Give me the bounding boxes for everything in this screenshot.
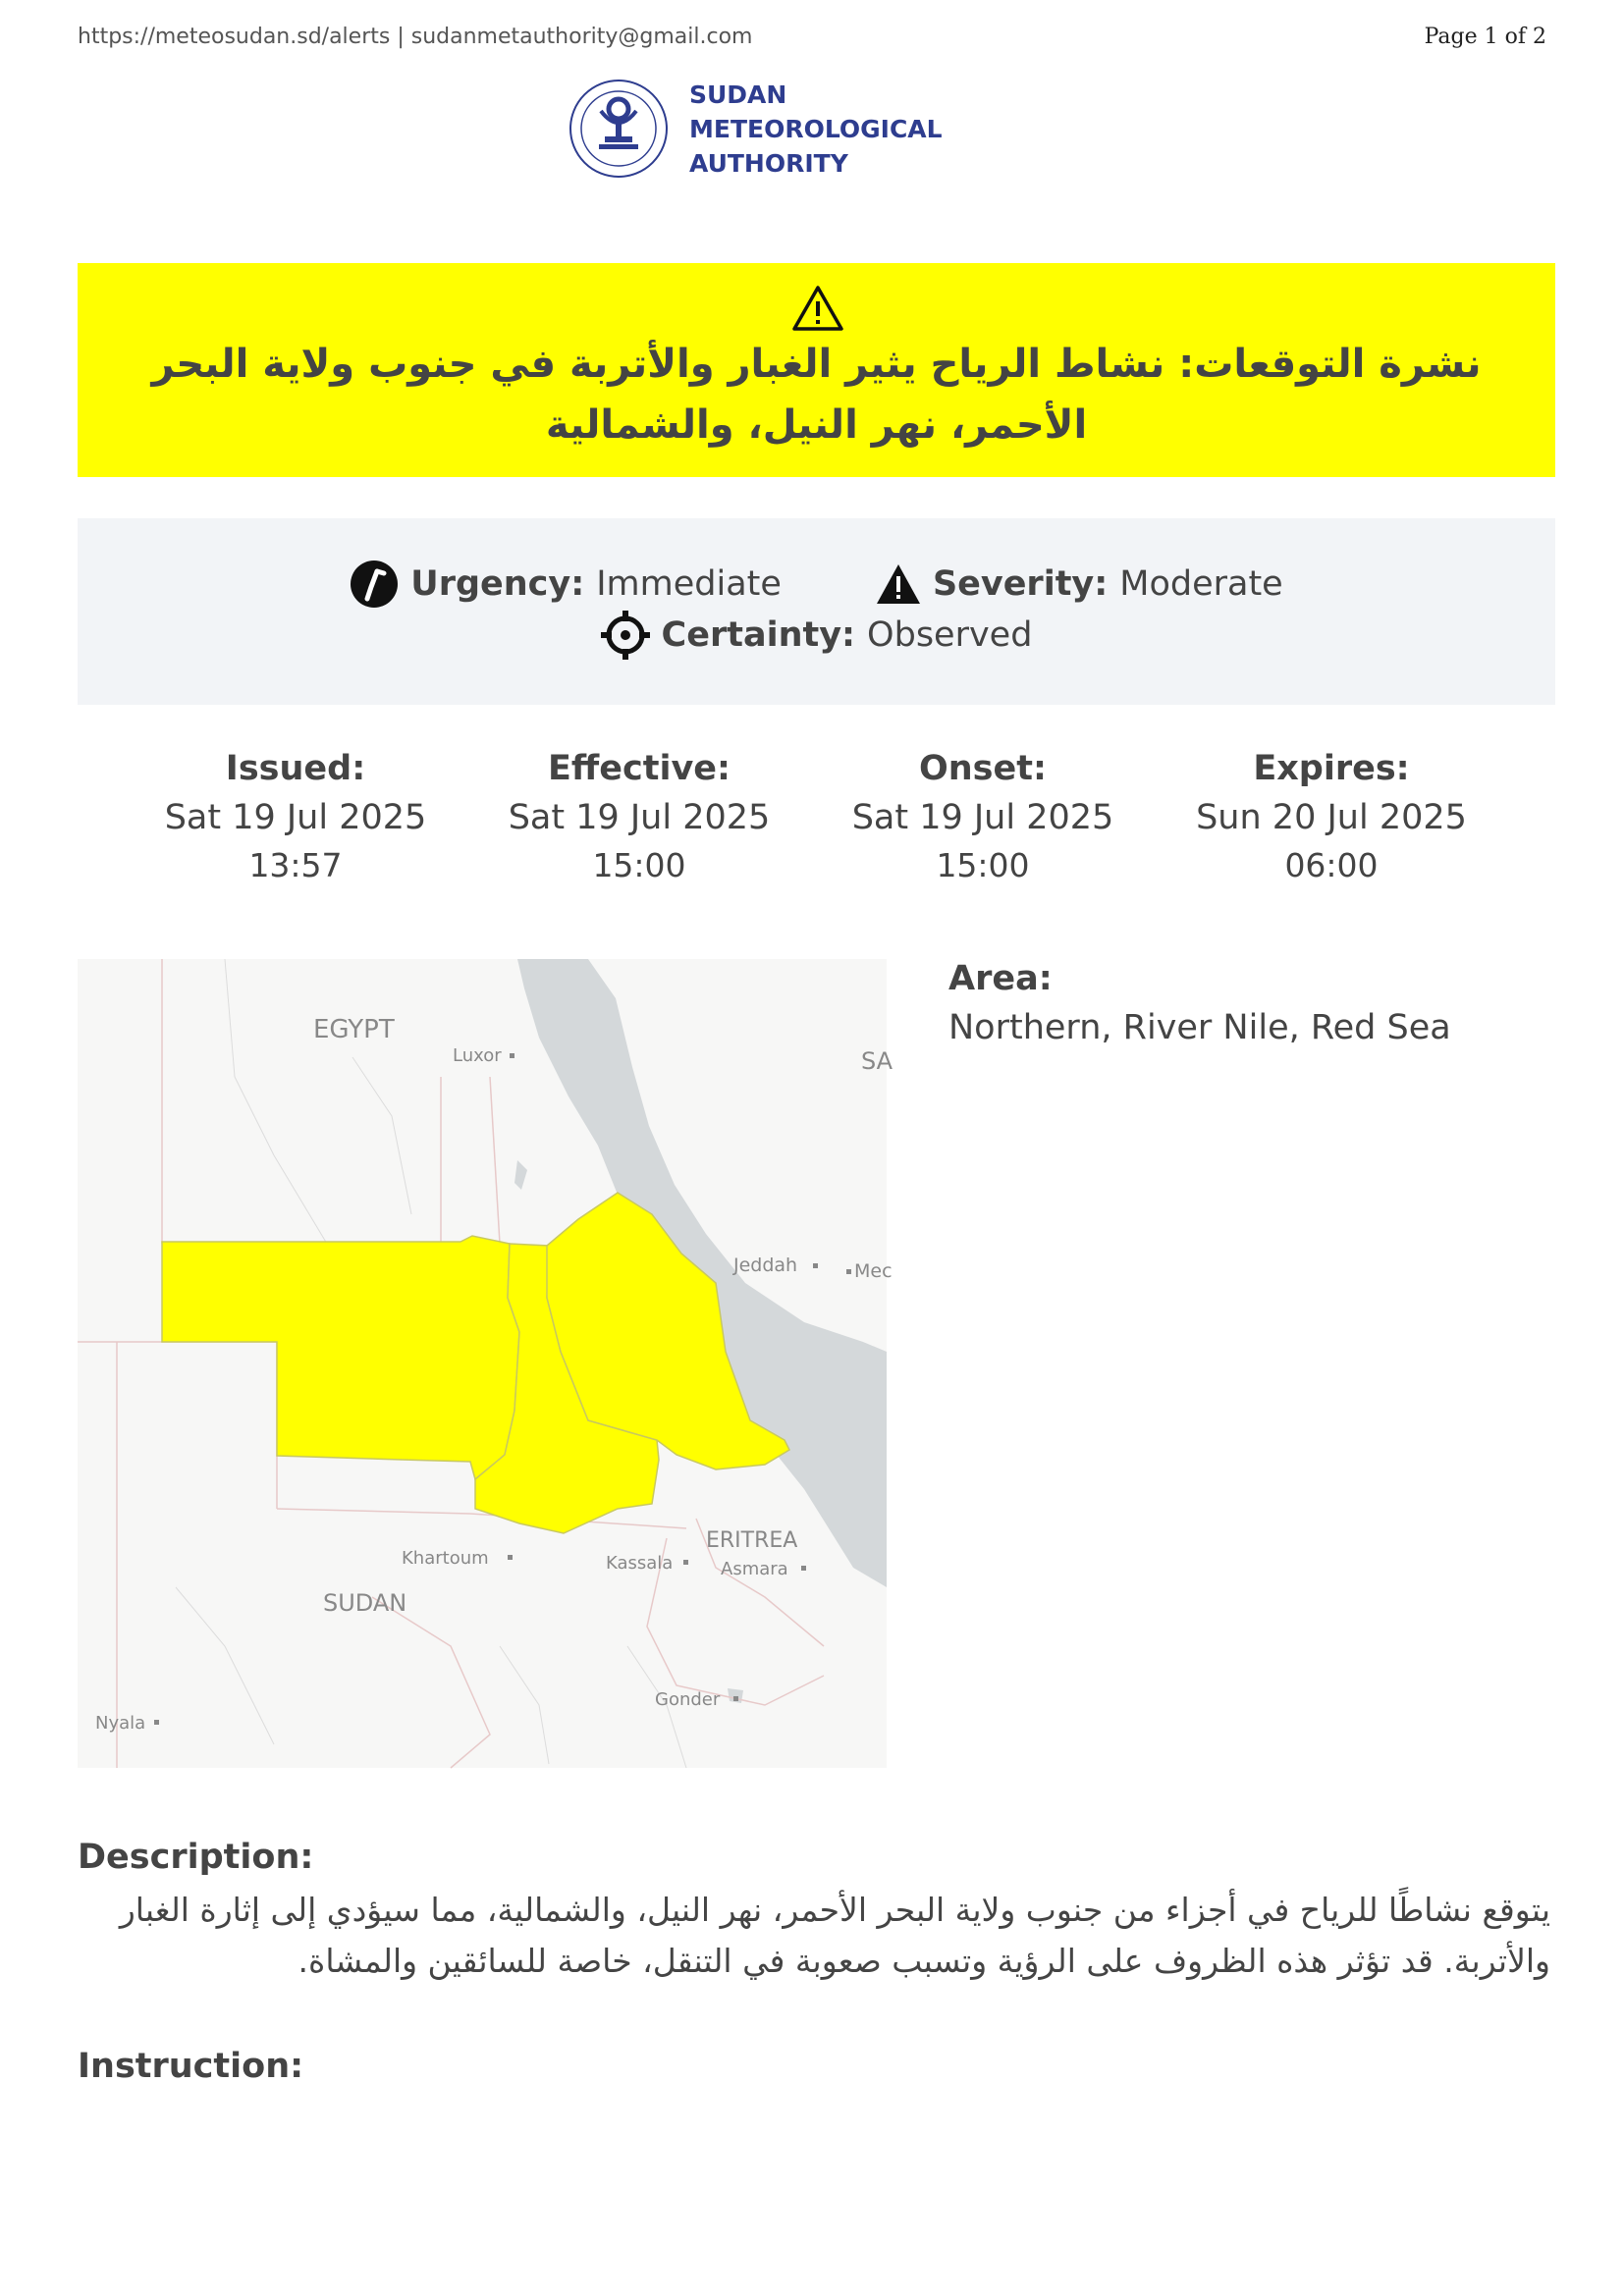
map-dot-nyala (154, 1720, 159, 1725)
clock-icon (350, 560, 399, 609)
onset-day: Sat 19 Jul 2025 (851, 798, 1114, 837)
issued-time: 13:57 (248, 846, 343, 884)
map-dot-kassala (683, 1560, 688, 1565)
map-label-mecca: Mec (854, 1260, 893, 1282)
logo-line-2: METEOROLOGICAL (689, 114, 943, 143)
alert-title: نشرة التوقعات: نشاط الرياح يثير الغبار والأتربة في جنوب ولاية البحر الأحمر، نهر النيل، والشمالية (151, 342, 1482, 448)
certainty-value: Observed (867, 615, 1033, 655)
description-text: يتوقع نشاطًا للرياح في أجزاء من جنوب ولاية البحر الأحمر، نهر النيل، والشمالية، مما سيؤدي إلى إثارة الغبار والأتربة. قد تؤثر هذه الظروف على الرؤية وتسبب صعوبة في التنقل، خاصة للسائقين والمشاة. (119, 1891, 1550, 1980)
severity-item (876, 563, 1283, 605)
effective-day: Sat 19 Jul 2025 (508, 798, 771, 837)
urgency-item (350, 560, 782, 609)
map-label-kassala: Kassala (606, 1553, 674, 1574)
map-dot-luxor (510, 1053, 514, 1058)
effective-label: Effective: (547, 749, 731, 788)
onset-col (826, 744, 1140, 889)
area-label: Area: (948, 959, 1053, 998)
area-value: Northern, River Nile, Red Sea (948, 1008, 1451, 1047)
severity-label: Severity: (932, 564, 1109, 604)
logo-line-1: SUDAN (689, 80, 787, 109)
severity-value: Moderate (1119, 564, 1283, 604)
map-label-sa: SA (861, 1047, 893, 1075)
expires-day: Sun 20 Jul 2025 (1196, 798, 1467, 837)
page-number: Page 1 of 2 (1424, 25, 1546, 49)
alert-meta-box (78, 518, 1555, 705)
warning-filled-icon (876, 563, 921, 605)
issued-col (138, 744, 453, 889)
expires-label: Expires: (1253, 749, 1410, 788)
map-dot-gonder (733, 1696, 738, 1701)
issued-day: Sat 19 Jul 2025 (164, 798, 427, 837)
map-dot-asmara (801, 1566, 806, 1571)
map-label-asmara: Asmara (721, 1559, 788, 1579)
header-url-email[interactable]: https://meteosudan.sd/alerts | sudanmetauthority@gmail.com (78, 25, 753, 49)
urgency-label: Urgency: (410, 564, 585, 604)
map-label-khartoum: Khartoum (402, 1548, 489, 1569)
alert-area-map[interactable] (78, 959, 893, 1768)
issued-label: Issued: (225, 749, 366, 788)
crosshair-icon (601, 611, 650, 660)
map-label-jeddah: Jeddah (733, 1255, 798, 1276)
description-label: Description: (78, 1838, 314, 1877)
map-dot-khartoum (508, 1555, 513, 1560)
effective-col (482, 744, 796, 889)
onset-label: Onset: (919, 749, 1047, 788)
sma-emblem-icon (568, 78, 670, 180)
instruction-label: Instruction: (78, 2047, 304, 2086)
map-label-egypt: EGYPT (313, 1015, 395, 1044)
sma-logo (568, 75, 1062, 183)
urgency-value: Immediate (596, 564, 782, 604)
alert-banner (78, 263, 1555, 477)
effective-time: 15:00 (592, 846, 686, 884)
expires-col (1174, 744, 1489, 889)
expires-time: 06:00 (1284, 846, 1379, 884)
map-label-luxor: Luxor (453, 1045, 502, 1066)
map-label-eritrea: ERITREA (706, 1528, 798, 1553)
map-label-sudan: SUDAN (323, 1589, 407, 1617)
warning-triangle-icon (791, 285, 844, 332)
logo-line-3: AUTHORITY (689, 148, 848, 178)
area-block (948, 954, 1451, 1052)
alert-dates (78, 744, 1555, 891)
onset-time: 15:00 (936, 846, 1030, 884)
map-dot-jeddah (813, 1263, 818, 1268)
map-label-gonder: Gonder (655, 1689, 721, 1710)
certainty-label: Certainty: (661, 615, 856, 655)
map-label-nyala: Nyala (95, 1713, 146, 1734)
map-dot-mecca (846, 1269, 851, 1274)
certainty-item (601, 611, 1033, 660)
